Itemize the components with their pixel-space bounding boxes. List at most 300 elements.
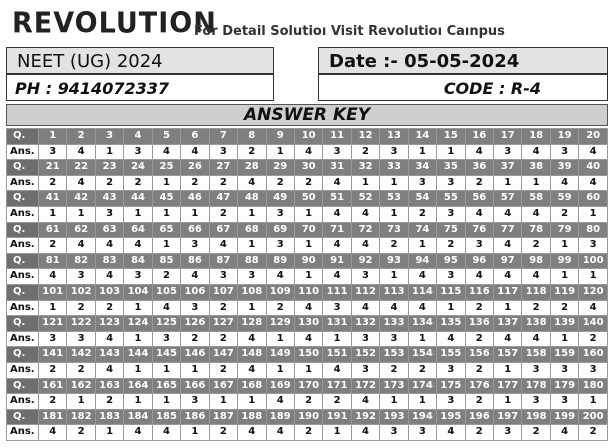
question-number-cell: 34 [408, 160, 436, 176]
question-number-cell: 143 [95, 347, 123, 363]
answer-cell: 1 [408, 394, 436, 410]
question-number-cell: 103 [95, 284, 123, 300]
answer-cell: 4 [494, 206, 522, 222]
question-number-cell: 172 [351, 378, 379, 394]
question-number-cell: 80 [579, 222, 608, 238]
answer-cell: 1 [294, 362, 322, 378]
question-number-cell: 45 [152, 191, 180, 207]
answer-cell: 4 [238, 175, 266, 191]
question-number-cell: 171 [323, 378, 351, 394]
question-number-cell: 70 [294, 222, 322, 238]
question-number-cell: 17 [494, 129, 522, 145]
question-number-cell: 115 [437, 284, 465, 300]
question-number-cell: 39 [550, 160, 578, 176]
question-number-cell: 84 [124, 253, 152, 269]
answer-cell: 4 [95, 238, 123, 254]
question-number-cell: 179 [550, 378, 578, 394]
answer-cell: 2 [522, 425, 550, 441]
question-number-cell: 200 [579, 409, 608, 425]
question-number-cell: 186 [181, 409, 209, 425]
answer-cell: 3 [494, 425, 522, 441]
answer-cell: 1 [408, 331, 436, 347]
question-number-cell: 98 [522, 253, 550, 269]
question-number-cell: 52 [351, 191, 379, 207]
answer-label: Ans. [7, 144, 39, 160]
answer-cell: 4 [152, 144, 180, 160]
answer-cell: 1 [494, 362, 522, 378]
answer-cell: 1 [380, 394, 408, 410]
question-number-cell: 182 [67, 409, 95, 425]
question-number-cell: 198 [522, 409, 550, 425]
answer-cell: 4 [39, 425, 67, 441]
question-number-cell: 78 [522, 222, 550, 238]
answer-cell: 1 [437, 144, 465, 160]
answer-cell: 3 [152, 331, 180, 347]
question-number-cell: 113 [380, 284, 408, 300]
answer-cell: 4 [323, 175, 351, 191]
answer-row [7, 425, 608, 441]
question-number-cell: 135 [437, 316, 465, 332]
answer-label: Ans. [7, 206, 39, 222]
question-number-cell: 128 [238, 316, 266, 332]
question-number-cell: 88 [238, 253, 266, 269]
question-number-cell: 79 [550, 222, 578, 238]
answer-cell: 1 [266, 144, 294, 160]
question-number-row [7, 316, 608, 332]
question-number-row [7, 347, 608, 363]
answer-cell: 2 [465, 175, 493, 191]
question-number-cell: 14 [408, 129, 436, 145]
question-number-cell: 69 [266, 222, 294, 238]
question-number-cell: 199 [550, 409, 578, 425]
question-number-cell: 151 [323, 347, 351, 363]
question-number-cell: 108 [238, 284, 266, 300]
question-label: Q. [7, 347, 39, 363]
question-number-cell: 164 [124, 378, 152, 394]
question-number-cell: 105 [152, 284, 180, 300]
question-number-cell: 9 [266, 129, 294, 145]
answer-label: Ans. [7, 425, 39, 441]
answer-cell: 1 [238, 394, 266, 410]
question-number-cell: 54 [408, 191, 436, 207]
question-number-cell: 111 [323, 284, 351, 300]
question-number-cell: 16 [465, 129, 493, 145]
answer-cell: 3 [209, 144, 237, 160]
question-number-cell: 120 [579, 284, 608, 300]
question-number-cell: 147 [209, 347, 237, 363]
answer-cell: 2 [209, 425, 237, 441]
answer-cell: 1 [380, 269, 408, 285]
question-number-cell: 24 [124, 160, 152, 176]
answer-cell: 1 [437, 300, 465, 316]
answer-cell: 4 [323, 362, 351, 378]
question-number-cell: 91 [323, 253, 351, 269]
answer-cell: 4 [522, 206, 550, 222]
question-label: Q. [7, 284, 39, 300]
question-label: Q. [7, 409, 39, 425]
question-number-cell: 12 [351, 129, 379, 145]
question-number-cell: 75 [437, 222, 465, 238]
question-number-cell: 101 [39, 284, 67, 300]
question-number-cell: 43 [95, 191, 123, 207]
answer-cell: 4 [408, 300, 436, 316]
question-number-cell: 85 [152, 253, 180, 269]
question-number-cell: 102 [67, 284, 95, 300]
answer-cell: 2 [437, 238, 465, 254]
answer-cell: 1 [181, 425, 209, 441]
answer-cell: 2 [465, 425, 493, 441]
question-number-cell: 5 [152, 129, 180, 145]
question-number-row [7, 253, 608, 269]
brand-logo: REVOLUTION [12, 7, 217, 40]
answer-cell: 4 [238, 362, 266, 378]
question-number-cell: 106 [181, 284, 209, 300]
answer-cell: 2 [209, 175, 237, 191]
answer-cell: 3 [380, 425, 408, 441]
answer-cell: 1 [579, 394, 608, 410]
answer-cell: 3 [323, 300, 351, 316]
question-number-cell: 177 [494, 378, 522, 394]
question-number-cell: 132 [351, 316, 379, 332]
answer-cell: 4 [266, 425, 294, 441]
question-number-cell: 141 [39, 347, 67, 363]
answer-cell: 2 [380, 238, 408, 254]
question-number-cell: 4 [124, 129, 152, 145]
answer-cell: 1 [351, 175, 379, 191]
phone-number: PH : 9414072337 [15, 79, 169, 98]
question-number-cell: 176 [465, 378, 493, 394]
answer-cell: 4 [351, 300, 379, 316]
answer-label: Ans. [7, 175, 39, 191]
answer-cell: 1 [95, 425, 123, 441]
answer-cell: 4 [323, 206, 351, 222]
answer-cell: 3 [465, 238, 493, 254]
answer-cell: 1 [408, 144, 436, 160]
question-number-cell: 82 [67, 253, 95, 269]
question-number-cell: 189 [266, 409, 294, 425]
question-number-cell: 1 [39, 129, 67, 145]
question-number-row [7, 160, 608, 176]
answer-cell: 2 [181, 175, 209, 191]
question-number-cell: 2 [67, 129, 95, 145]
answer-cell: 1 [152, 394, 180, 410]
question-number-cell: 32 [351, 160, 379, 176]
answer-cell: 1 [124, 394, 152, 410]
answer-cell: 1 [550, 238, 578, 254]
answer-cell: 3 [380, 331, 408, 347]
answer-cell: 4 [522, 269, 550, 285]
answer-cell: 2 [522, 238, 550, 254]
question-number-cell: 46 [181, 191, 209, 207]
question-number-cell: 29 [266, 160, 294, 176]
answer-cell: 1 [494, 175, 522, 191]
answer-cell: 1 [380, 206, 408, 222]
answer-cell: 3 [209, 269, 237, 285]
answer-cell: 2 [579, 331, 608, 347]
answer-cell: 2 [39, 394, 67, 410]
answer-cell: 4 [579, 175, 608, 191]
question-number-cell: 53 [380, 191, 408, 207]
answer-cell: 1 [238, 300, 266, 316]
answer-cell: 2 [408, 206, 436, 222]
question-number-cell: 150 [294, 347, 322, 363]
answer-cell: 3 [579, 362, 608, 378]
answer-cell: 2 [465, 362, 493, 378]
answer-cell: 4 [408, 269, 436, 285]
question-number-cell: 119 [550, 284, 578, 300]
answer-cell: 2 [579, 425, 608, 441]
answer-label: Ans. [7, 362, 39, 378]
answer-cell: 1 [323, 331, 351, 347]
question-number-cell: 60 [579, 191, 608, 207]
question-number-cell: 144 [124, 347, 152, 363]
question-number-cell: 157 [494, 347, 522, 363]
question-number-cell: 160 [579, 347, 608, 363]
answer-cell: 1 [152, 362, 180, 378]
answer-cell: 3 [351, 362, 379, 378]
answer-cell: 4 [550, 175, 578, 191]
question-label: Q. [7, 160, 39, 176]
question-number-cell: 156 [465, 347, 493, 363]
question-number-cell: 65 [152, 222, 180, 238]
answer-cell: 1 [152, 206, 180, 222]
answer-cell: 4 [294, 331, 322, 347]
answer-cell: 3 [39, 144, 67, 160]
answer-cell: 4 [67, 144, 95, 160]
question-number-cell: 117 [494, 284, 522, 300]
answer-cell: 1 [39, 300, 67, 316]
answer-key-title: ANSWER KEY [6, 104, 608, 126]
answer-cell: 4 [266, 394, 294, 410]
answer-label: Ans. [7, 331, 39, 347]
question-number-cell: 35 [437, 160, 465, 176]
question-number-cell: 89 [266, 253, 294, 269]
question-number-cell: 184 [124, 409, 152, 425]
question-number-row [7, 222, 608, 238]
question-number-cell: 73 [380, 222, 408, 238]
answer-cell: 4 [494, 269, 522, 285]
question-number-cell: 63 [95, 222, 123, 238]
question-number-row [7, 191, 608, 207]
question-number-cell: 76 [465, 222, 493, 238]
question-number-row [7, 284, 608, 300]
question-number-cell: 93 [380, 253, 408, 269]
answer-cell: 3 [351, 331, 379, 347]
answer-cell: 4 [95, 362, 123, 378]
answer-cell: 4 [494, 238, 522, 254]
question-number-cell: 96 [465, 253, 493, 269]
question-number-cell: 99 [550, 253, 578, 269]
answer-cell: 1 [266, 331, 294, 347]
answer-cell: 3 [550, 144, 578, 160]
answer-cell: 4 [522, 144, 550, 160]
question-number-cell: 153 [380, 347, 408, 363]
question-number-cell: 31 [323, 160, 351, 176]
question-number-cell: 154 [408, 347, 436, 363]
question-number-cell: 136 [465, 316, 493, 332]
answer-cell: 2 [550, 300, 578, 316]
answer-cell: 2 [181, 331, 209, 347]
question-number-cell: 86 [181, 253, 209, 269]
question-number-cell: 92 [351, 253, 379, 269]
answer-cell: 1 [494, 300, 522, 316]
question-number-cell: 181 [39, 409, 67, 425]
answer-cell: 2 [39, 362, 67, 378]
answer-cell: 4 [181, 144, 209, 160]
answer-cell: 3 [380, 144, 408, 160]
answer-cell: 1 [67, 206, 95, 222]
question-number-cell: 167 [209, 378, 237, 394]
answer-cell: 2 [266, 175, 294, 191]
question-number-cell: 104 [124, 284, 152, 300]
answer-cell: 3 [181, 300, 209, 316]
question-number-cell: 37 [494, 160, 522, 176]
answer-cell: 2 [39, 175, 67, 191]
answer-cell: 1 [124, 362, 152, 378]
question-number-cell: 48 [238, 191, 266, 207]
question-number-cell: 188 [238, 409, 266, 425]
question-number-cell: 62 [67, 222, 95, 238]
answer-cell: 1 [152, 175, 180, 191]
answer-cell: 3 [266, 238, 294, 254]
answer-cell: 3 [550, 362, 578, 378]
answer-label: Ans. [7, 269, 39, 285]
question-number-cell: 134 [408, 316, 436, 332]
answer-cell: 4 [465, 269, 493, 285]
question-number-cell: 59 [550, 191, 578, 207]
question-number-cell: 161 [39, 378, 67, 394]
answer-row [7, 269, 608, 285]
answer-cell: 2 [408, 362, 436, 378]
answer-cell: 4 [522, 331, 550, 347]
answer-cell: 2 [465, 394, 493, 410]
question-number-cell: 97 [494, 253, 522, 269]
question-number-cell: 194 [408, 409, 436, 425]
answer-cell: 4 [465, 206, 493, 222]
question-number-cell: 123 [95, 316, 123, 332]
question-number-cell: 90 [294, 253, 322, 269]
question-number-cell: 56 [465, 191, 493, 207]
question-label: Q. [7, 253, 39, 269]
question-number-cell: 74 [408, 222, 436, 238]
question-number-cell: 15 [437, 129, 465, 145]
question-number-cell: 51 [323, 191, 351, 207]
question-number-cell: 174 [408, 378, 436, 394]
answer-cell: 3 [437, 269, 465, 285]
question-number-cell: 64 [124, 222, 152, 238]
answer-cell: 1 [152, 238, 180, 254]
answer-cell: 2 [294, 175, 322, 191]
answer-cell: 2 [39, 238, 67, 254]
answer-row [7, 362, 608, 378]
answer-cell: 3 [522, 394, 550, 410]
question-number-cell: 193 [380, 409, 408, 425]
answer-cell: 2 [266, 300, 294, 316]
question-number-cell: 121 [39, 316, 67, 332]
question-number-cell: 61 [39, 222, 67, 238]
answer-cell: 1 [124, 331, 152, 347]
answer-cell: 1 [238, 206, 266, 222]
answer-cell: 4 [209, 238, 237, 254]
question-number-cell: 124 [124, 316, 152, 332]
question-number-cell: 191 [323, 409, 351, 425]
answer-cell: 1 [550, 269, 578, 285]
paper-code-box [318, 74, 608, 101]
question-number-cell: 81 [39, 253, 67, 269]
question-number-cell: 127 [209, 316, 237, 332]
answer-cell: 4 [437, 425, 465, 441]
question-number-cell: 47 [209, 191, 237, 207]
answer-cell: 2 [152, 269, 180, 285]
answer-cell: 3 [408, 175, 436, 191]
answer-cell: 3 [579, 238, 608, 254]
question-number-cell: 196 [465, 409, 493, 425]
question-label: Q. [7, 222, 39, 238]
answer-cell: 4 [380, 300, 408, 316]
question-number-cell: 95 [437, 253, 465, 269]
question-number-cell: 44 [124, 191, 152, 207]
answer-cell: 4 [181, 269, 209, 285]
answer-cell: 4 [95, 269, 123, 285]
question-label: Q. [7, 378, 39, 394]
question-number-cell: 129 [266, 316, 294, 332]
question-label: Q. [7, 316, 39, 332]
question-number-cell: 139 [550, 316, 578, 332]
answer-cell: 2 [95, 175, 123, 191]
question-number-cell: 149 [266, 347, 294, 363]
answer-cell: 3 [67, 331, 95, 347]
tagline: For Detail Solutioı Visit Revolutioı Caınpus [194, 24, 505, 39]
answer-cell: 4 [67, 238, 95, 254]
answer-cell: 2 [323, 394, 351, 410]
question-number-cell: 87 [209, 253, 237, 269]
answer-cell: 1 [39, 206, 67, 222]
answer-row [7, 144, 608, 160]
answer-cell: 1 [124, 300, 152, 316]
question-number-row [7, 129, 608, 145]
answer-cell: 1 [294, 238, 322, 254]
question-number-cell: 50 [294, 191, 322, 207]
question-number-cell: 137 [494, 316, 522, 332]
answer-cell: 2 [294, 394, 322, 410]
question-number-cell: 42 [67, 191, 95, 207]
question-number-row [7, 378, 608, 394]
question-number-cell: 122 [67, 316, 95, 332]
answer-cell: 4 [294, 144, 322, 160]
answer-cell: 2 [209, 300, 237, 316]
answer-cell: 4 [351, 206, 379, 222]
answer-cell: 1 [238, 238, 266, 254]
answer-cell: 1 [124, 206, 152, 222]
answer-row [7, 206, 608, 222]
answer-cell: 4 [124, 425, 152, 441]
question-number-cell: 10 [294, 129, 322, 145]
answer-cell: 3 [238, 269, 266, 285]
question-number-cell: 180 [579, 378, 608, 394]
answer-cell: 4 [95, 331, 123, 347]
answer-cell: 3 [550, 394, 578, 410]
paper-code: CODE : R-4 [443, 79, 541, 98]
answer-cell: 4 [294, 300, 322, 316]
question-number-cell: 13 [380, 129, 408, 145]
question-number-cell: 21 [39, 160, 67, 176]
answer-cell: 2 [465, 300, 493, 316]
answer-cell: 2 [95, 394, 123, 410]
answer-label: Ans. [7, 300, 39, 316]
answer-cell: 4 [238, 331, 266, 347]
answer-cell: 3 [408, 425, 436, 441]
answer-cell: 1 [579, 269, 608, 285]
